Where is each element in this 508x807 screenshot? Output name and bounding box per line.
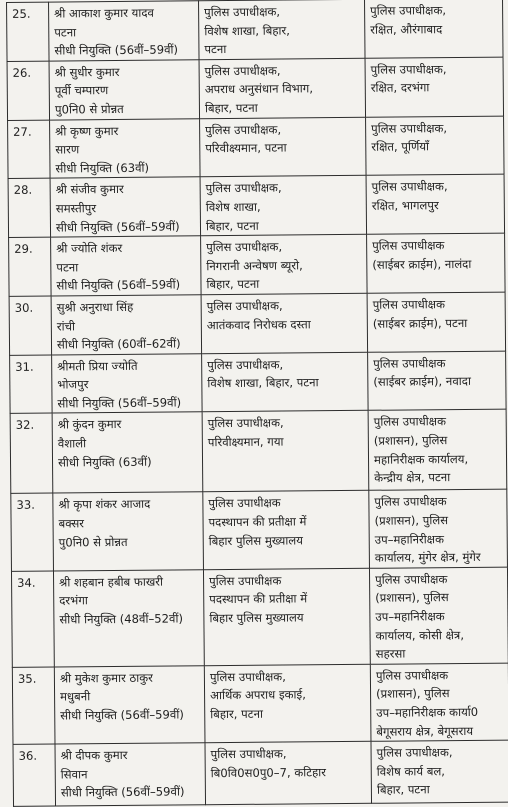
officer-line: सीधी नियुक्ति (56वीं–59वीं) [57, 395, 182, 411]
new-posting-line: पुलिस उपाधीक्षक [372, 238, 445, 253]
serial-number: 31. [10, 355, 53, 414]
current-posting-line: अपराध अनुसंधान विभाग, [204, 81, 314, 97]
serial-number: 32. [10, 414, 53, 494]
new-posting-cell [370, 663, 508, 742]
table-body [7, 0, 508, 807]
new-posting-cell [369, 490, 508, 569]
current-posting-line: पुलिस उपाधीक्षक, [205, 122, 282, 137]
current-posting-cell [199, 0, 366, 60]
serial-number: 30. [9, 296, 52, 355]
officer-cell [53, 492, 204, 571]
new-posting-line: पुलिस उपाधीक्षक [374, 494, 447, 510]
officer-cell [49, 60, 200, 120]
table-row [9, 292, 505, 355]
officer-cell [51, 295, 202, 355]
officer-line: श्री ज्योति शंकर [56, 241, 123, 256]
officer-line: श्रीमती प्रिया ज्योति [57, 358, 138, 374]
table-row [10, 410, 507, 494]
new-posting-line: बिहार, पटना [376, 782, 430, 798]
new-posting-line: पुलिस उपाधीक्षक, [371, 120, 448, 136]
new-posting-line: (प्रशासन), पुलिस [373, 433, 448, 448]
table-row [11, 567, 508, 667]
officer-line: समस्तीपुर [55, 201, 97, 216]
officer-line: पु0नि0 से प्रोन्नत [58, 534, 128, 550]
officer-line: श्री कृष्ण कुमार [55, 123, 119, 139]
current-posting-line: पुलिस उपाधीक्षक, [206, 298, 283, 314]
table-row [7, 0, 503, 61]
current-posting-line: पुलिस उपाधीक्षक, [204, 4, 281, 20]
officer-line: सिवान [60, 767, 88, 782]
current-posting-line: विशेष शाखा, [205, 199, 261, 215]
new-posting-line: उप–महानिरीक्षक कार्या0 [376, 704, 479, 720]
new-posting-line: (प्रशासन), पुलिस [376, 686, 450, 702]
officer-cell [49, 1, 200, 61]
officer-line: सुश्री अनुराधा सिंह [56, 299, 134, 315]
new-posting-line: पुलिस उपाधीक्षक [372, 297, 445, 312]
officer-cell [50, 118, 201, 178]
officer-line: भोजपुर [57, 377, 89, 392]
officer-line: श्री सुधीर कुमार [54, 64, 120, 80]
new-posting-line: रक्षित, दरभंगा [370, 80, 430, 96]
current-posting-cell [203, 568, 370, 665]
officer-line: श्री कृपा शंकर आजाद [58, 497, 151, 512]
current-posting-cell [199, 58, 366, 118]
new-posting-line: केन्द्रीय क्षेत्र, पटना [374, 470, 451, 486]
officer-cell [55, 743, 206, 806]
new-posting-line: पुलिस उपाधीक्षक [375, 667, 449, 683]
current-posting-cell [200, 117, 367, 177]
new-posting-line: (साईबर क्राईम), नालंदा [372, 256, 472, 272]
new-posting-cell [366, 116, 505, 176]
new-posting-line: कार्यालय, मुंगेर क्षेत्र, मुंगेर [374, 550, 481, 565]
new-posting-line: पुलिस उपाधीक्षक, [370, 3, 447, 18]
officer-line: सीधी नियुक्ति (63वीं) [57, 454, 152, 470]
current-posting-cell [204, 664, 371, 743]
current-posting-line: पुलिस उपाधीक्षक, [204, 63, 281, 78]
table-row [9, 233, 505, 296]
current-posting-cell [201, 293, 368, 353]
serial-number: 35. [12, 667, 55, 745]
current-posting-line: बिहार, पटना [204, 100, 258, 116]
officer-line: सीधी नियुक्ति (56वीं–59वीं) [55, 218, 180, 235]
new-posting-line: पुलिस उपाधीक्षक, [371, 179, 448, 195]
officer-line: सीधी नियुक्ति (56वीं–59वीं) [60, 784, 185, 800]
officer-cell [50, 177, 201, 237]
new-posting-cell [365, 57, 504, 117]
serial-number: 36. [13, 744, 56, 806]
officer-line: पटना [56, 260, 79, 275]
current-posting-line: बिहार पुलिस मुख्यालय [208, 533, 304, 548]
officer-line: सारण [55, 142, 80, 157]
officer-line: पटना [54, 24, 77, 40]
officer-line: श्री कुंदन कुमार [57, 417, 122, 432]
current-posting-line: पटना [204, 42, 227, 57]
serial-number: 27. [8, 120, 51, 179]
current-posting-line: बि0वि0स0पु0–7, कटिहार [210, 764, 327, 780]
new-posting-line: पुलिस उपाधीक्षक [373, 414, 447, 430]
officer-line: सीधी नियुक्ति (56वीं–59वीं) [54, 42, 179, 58]
table-row [10, 351, 506, 414]
current-posting-cell [201, 234, 368, 294]
current-posting-cell [205, 741, 372, 804]
officer-cell [52, 412, 203, 493]
current-posting-line: पदस्थापन की प्रतीक्षा में [209, 591, 308, 607]
new-posting-cell [368, 410, 507, 491]
current-posting-line: आतंकवाद निरोधक दस्ता [206, 316, 311, 332]
current-posting-line: पदस्थापन की प्रतीक्षा में [208, 514, 307, 530]
officer-line: सीधी नियुक्ति (48वीं–52वीं) [59, 611, 184, 627]
new-posting-line: महानिरीक्षक कार्यालय, [373, 451, 469, 467]
officer-line: मधुबनी [60, 689, 91, 704]
current-posting-cell [203, 491, 370, 570]
current-posting-line: विशेष शाखा, बिहार, पटना [207, 375, 319, 391]
current-posting-line: पुलिस उपाधीक्षक [209, 573, 282, 589]
officer-cell [51, 236, 202, 296]
new-posting-line: (साईबर क्राईम), नवादा [373, 374, 471, 390]
table-row [13, 740, 508, 806]
officer-line: श्री दीपक कुमार [60, 748, 128, 763]
current-posting-line: पुलिस उपाधीक्षक, [207, 357, 284, 372]
new-posting-line: उप–महानिरीक्षक [375, 609, 445, 624]
officer-line: दरभंगा [59, 593, 88, 608]
new-posting-cell [365, 0, 504, 58]
officer-line: पूर्वी चम्पारण [54, 83, 109, 98]
new-posting-line: रक्षित, भागलपुर [371, 198, 439, 213]
current-posting-line: पुलिस उपाधीक्षक [208, 496, 281, 511]
serial-number: 28. [8, 178, 51, 237]
officer-line: सीधी नियुक्ति (60वीं–62वीं) [56, 336, 181, 352]
officer-line: श्री आकाश कुमार यादव [54, 5, 155, 21]
new-posting-line: बेगूसराय क्षेत्र, बेगूसराय [376, 723, 474, 739]
new-posting-cell [369, 567, 508, 664]
new-posting-line: (साईबर क्राईम), पटना [372, 315, 468, 331]
current-posting-line: पुलिस उपाधीक्षक, [209, 669, 286, 685]
new-posting-cell [367, 292, 506, 352]
serial-number: 33. [11, 494, 54, 572]
current-posting-line: बिहार, पटना [206, 277, 260, 292]
current-posting-line: निगरानी अन्वेषण ब्यूरो, [206, 258, 303, 273]
current-posting-line: पुलिस उपाधीक्षक, [210, 746, 287, 762]
new-posting-line: (प्रशासन), पुलिस [374, 513, 449, 528]
serial-number: 26. [7, 61, 50, 120]
current-posting-line: बिहार पुलिस मुख्यालय [209, 610, 304, 626]
new-posting-cell [367, 233, 506, 293]
officer-line: श्री शहबान हबीब फाखरी [59, 574, 164, 590]
new-posting-line: पुलिस उपाधीक्षक, [370, 61, 447, 77]
current-posting-line: आर्थिक अपराध इकाई, [210, 687, 306, 703]
new-posting-line: सहरसा [375, 646, 406, 661]
current-posting-line: पुलिस उपाधीक्षक, [207, 416, 284, 431]
table-row [7, 57, 503, 120]
new-posting-cell [371, 740, 508, 803]
new-posting-line: कार्यालय, कोसी क्षेत्र, [375, 627, 465, 643]
new-posting-line: रक्षित, पूर्णियाँ [371, 139, 430, 154]
officer-cell [53, 570, 204, 667]
current-posting-line: परिवीक्ष्यमान, गया [207, 434, 284, 450]
serial-number: 25. [7, 2, 50, 61]
current-posting-line: पुलिस उपाधीक्षक, [205, 180, 282, 196]
officer-line: सीधी नियुक्ति (56वीं–59वीं) [60, 707, 184, 723]
new-posting-line: विशेष कार्य बल, [376, 763, 446, 779]
officer-line: वैशाली [57, 436, 87, 451]
current-posting-line: परिवीक्ष्यमान, पटना [205, 140, 287, 156]
officer-line: सीधी नियुक्ति (63वीं) [55, 160, 150, 176]
officer-cell [54, 666, 205, 745]
current-posting-line: विशेष शाखा, बिहार, [204, 23, 291, 38]
new-posting-line: उप–महानिरीक्षक [374, 531, 445, 547]
table-row [11, 490, 508, 572]
transfer-table [6, 0, 508, 807]
current-posting-cell [200, 176, 367, 236]
new-posting-line: पुलिस उपाधीक्षक, [376, 745, 453, 760]
officer-line: श्री संजीव कुमार [55, 182, 124, 197]
officer-line: सीधी नियुक्ति (56वीं–59वीं) [56, 277, 181, 293]
serial-number: 29. [9, 237, 52, 296]
current-posting-cell [202, 352, 369, 412]
new-posting-line: पुलिस उपाधीक्षक [375, 571, 448, 587]
officer-line: पु0नि0 से प्रोन्नत [54, 101, 124, 117]
officer-line: रांची [56, 318, 76, 334]
officer-cell [52, 353, 203, 413]
table-row [12, 663, 508, 745]
table-row [8, 116, 504, 179]
serial-number: 34. [11, 571, 54, 667]
new-posting-cell [366, 174, 505, 234]
officer-line: श्री मुकेश कुमार ठाकुर [59, 670, 153, 686]
officer-line: बक्सर [58, 516, 85, 531]
current-posting-line: बिहार, पटना [210, 706, 264, 722]
new-posting-cell [368, 351, 507, 411]
new-posting-line: पुलिस उपाधीक्षक [373, 355, 446, 371]
current-posting-cell [202, 411, 369, 492]
new-posting-line: (प्रशासन), पुलिस [375, 590, 449, 606]
current-posting-line: बिहार, पटना [205, 218, 259, 233]
new-posting-line: रक्षित, औरंगाबाद [370, 21, 443, 37]
current-posting-line: पुलिस उपाधीक्षक, [206, 239, 283, 255]
table-row [8, 174, 504, 237]
